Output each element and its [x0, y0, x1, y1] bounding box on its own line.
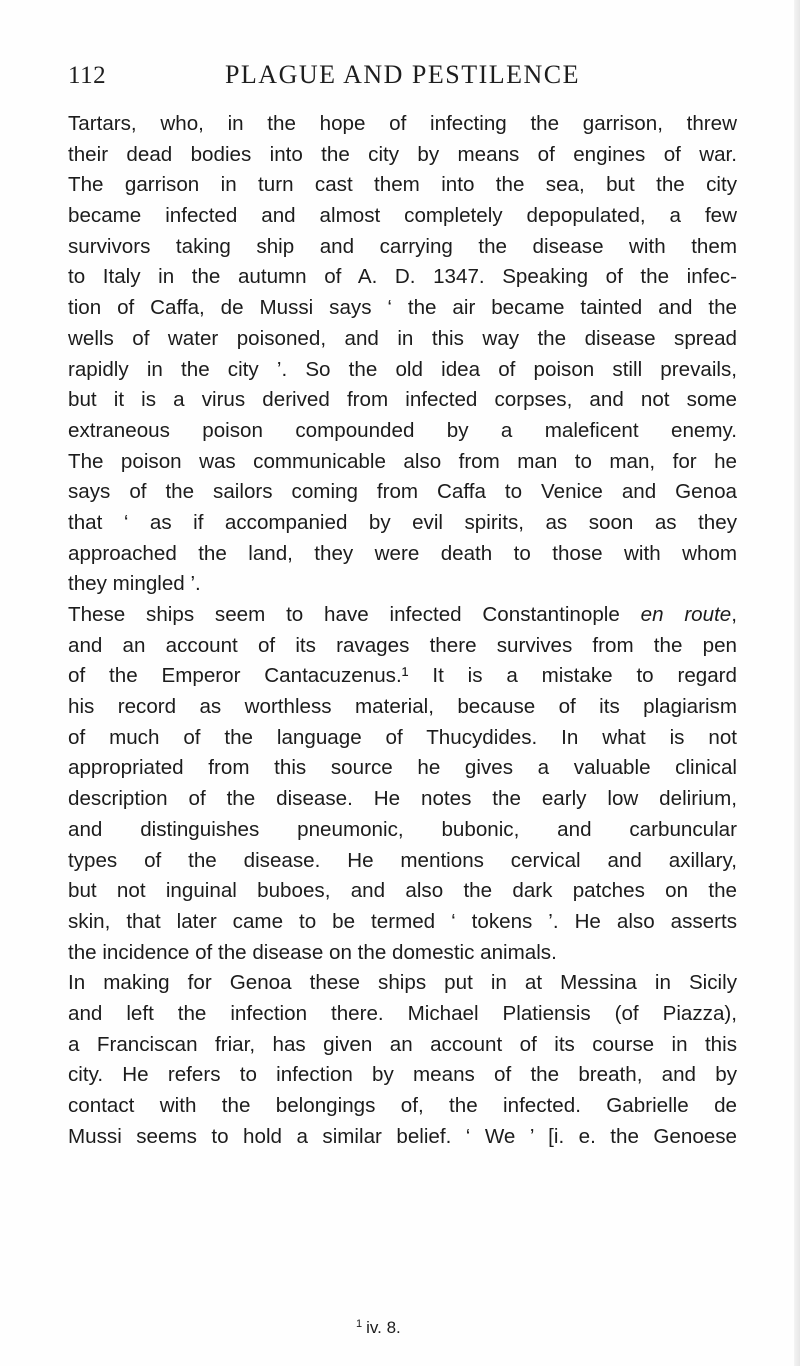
running-title: PLAGUE AND PESTILENCE: [224, 60, 581, 89]
text-line: to Italy in the autumn of A. D. 1347. Speaking of the infec-: [68, 265, 737, 289]
text-line: extraneous poison compounded by a maleficent enemy.: [68, 418, 737, 442]
paragraph-end-line: the incidence of the disease on the domestic animals.: [68, 940, 557, 964]
text-line: approached the land, they were death to those with whom: [68, 541, 737, 565]
text-line: Tartars, who, in the hope of infecting the garrison, threw: [68, 112, 737, 135]
text-line: wells of water poisoned, and in this way the disease spread: [68, 326, 737, 350]
text-line: contact with the belongings of, the infected. Gabrielle de: [68, 1094, 737, 1117]
text-line: The poison was communicable also from man to man, for he: [68, 449, 737, 473]
text-line: and distinguishes pneumonic, bubonic, and carbuncular: [68, 817, 737, 841]
text-line: but it is a virus derived from infected corpses, and not some: [68, 388, 737, 412]
text-line: their dead bodies into the city by means of engines of war.: [68, 142, 737, 166]
page-edge-shadow: [794, 0, 800, 1366]
text-line: types of the disease. He mentions cervical and axillary,: [68, 848, 737, 872]
body-text: [68, 109, 737, 1152]
text-line: that ‘ as if accompanied by evil spirits, as soon as they: [68, 510, 737, 534]
text-line: Mussi seems to hold a similar belief. ‘ We ’ [i. e. the Genoese: [68, 1124, 737, 1148]
text-line: a Franciscan friar, has given an account of its course in this: [68, 1032, 737, 1056]
text-line: description of the disease. He notes the early low delirium,: [68, 787, 737, 811]
text-line: became infected and almost completely depopulated, a few: [68, 204, 737, 228]
text-line: city. He refers to infection by means of the breath, and by: [68, 1063, 737, 1087]
text-line: and left the infection there. Michael Platiensis (of Piazza),: [68, 1001, 737, 1025]
italic-phrase: en route: [640, 603, 732, 626]
footnote: [356, 1318, 401, 1338]
text-line: appropriated from this source he gives a valuable clinical: [68, 756, 737, 780]
paragraph-start-line: In making for Genoa these ships put in at Messina in Sicily: [68, 971, 737, 995]
text-line: of much of the language of Thucydides. In what is not: [68, 725, 737, 749]
text-line: tion of Caffa, de Mussi says ‘ the air became tainted and the: [68, 296, 737, 320]
text-line: his record as worthless material, because of its plagiarism: [68, 695, 737, 719]
text-line: survivors taking ship and carrying the disease with them: [68, 234, 737, 258]
paragraph-end-line: they mingled ’.: [68, 572, 201, 596]
running-head: [68, 60, 737, 96]
footnote-marker: 1: [356, 1318, 363, 1330]
text-line: but not inguinal buboes, and also the dark patches on the: [68, 879, 737, 903]
text-line: and an account of its ravages there survives from the pen: [68, 633, 737, 657]
text-line: rapidly in the city ’. So the old idea of poison still prevails,: [68, 357, 737, 381]
text-line: The garrison in turn cast them into the sea, but the city: [68, 173, 737, 197]
paragraph-start-line: These ships seem to have infected Constantinople en route,: [68, 603, 737, 626]
footnote-text: iv. 8.: [366, 1318, 401, 1337]
page-number: 112: [68, 62, 107, 89]
text-line: of the Emperor Cantacuzenus.¹ It is a mistake to regard: [68, 664, 737, 688]
text-line: says of the sailors coming from Caffa to Venice and Genoa: [68, 480, 737, 504]
text-line: skin, that later came to be termed ‘ tokens ’. He also asserts: [68, 909, 737, 933]
